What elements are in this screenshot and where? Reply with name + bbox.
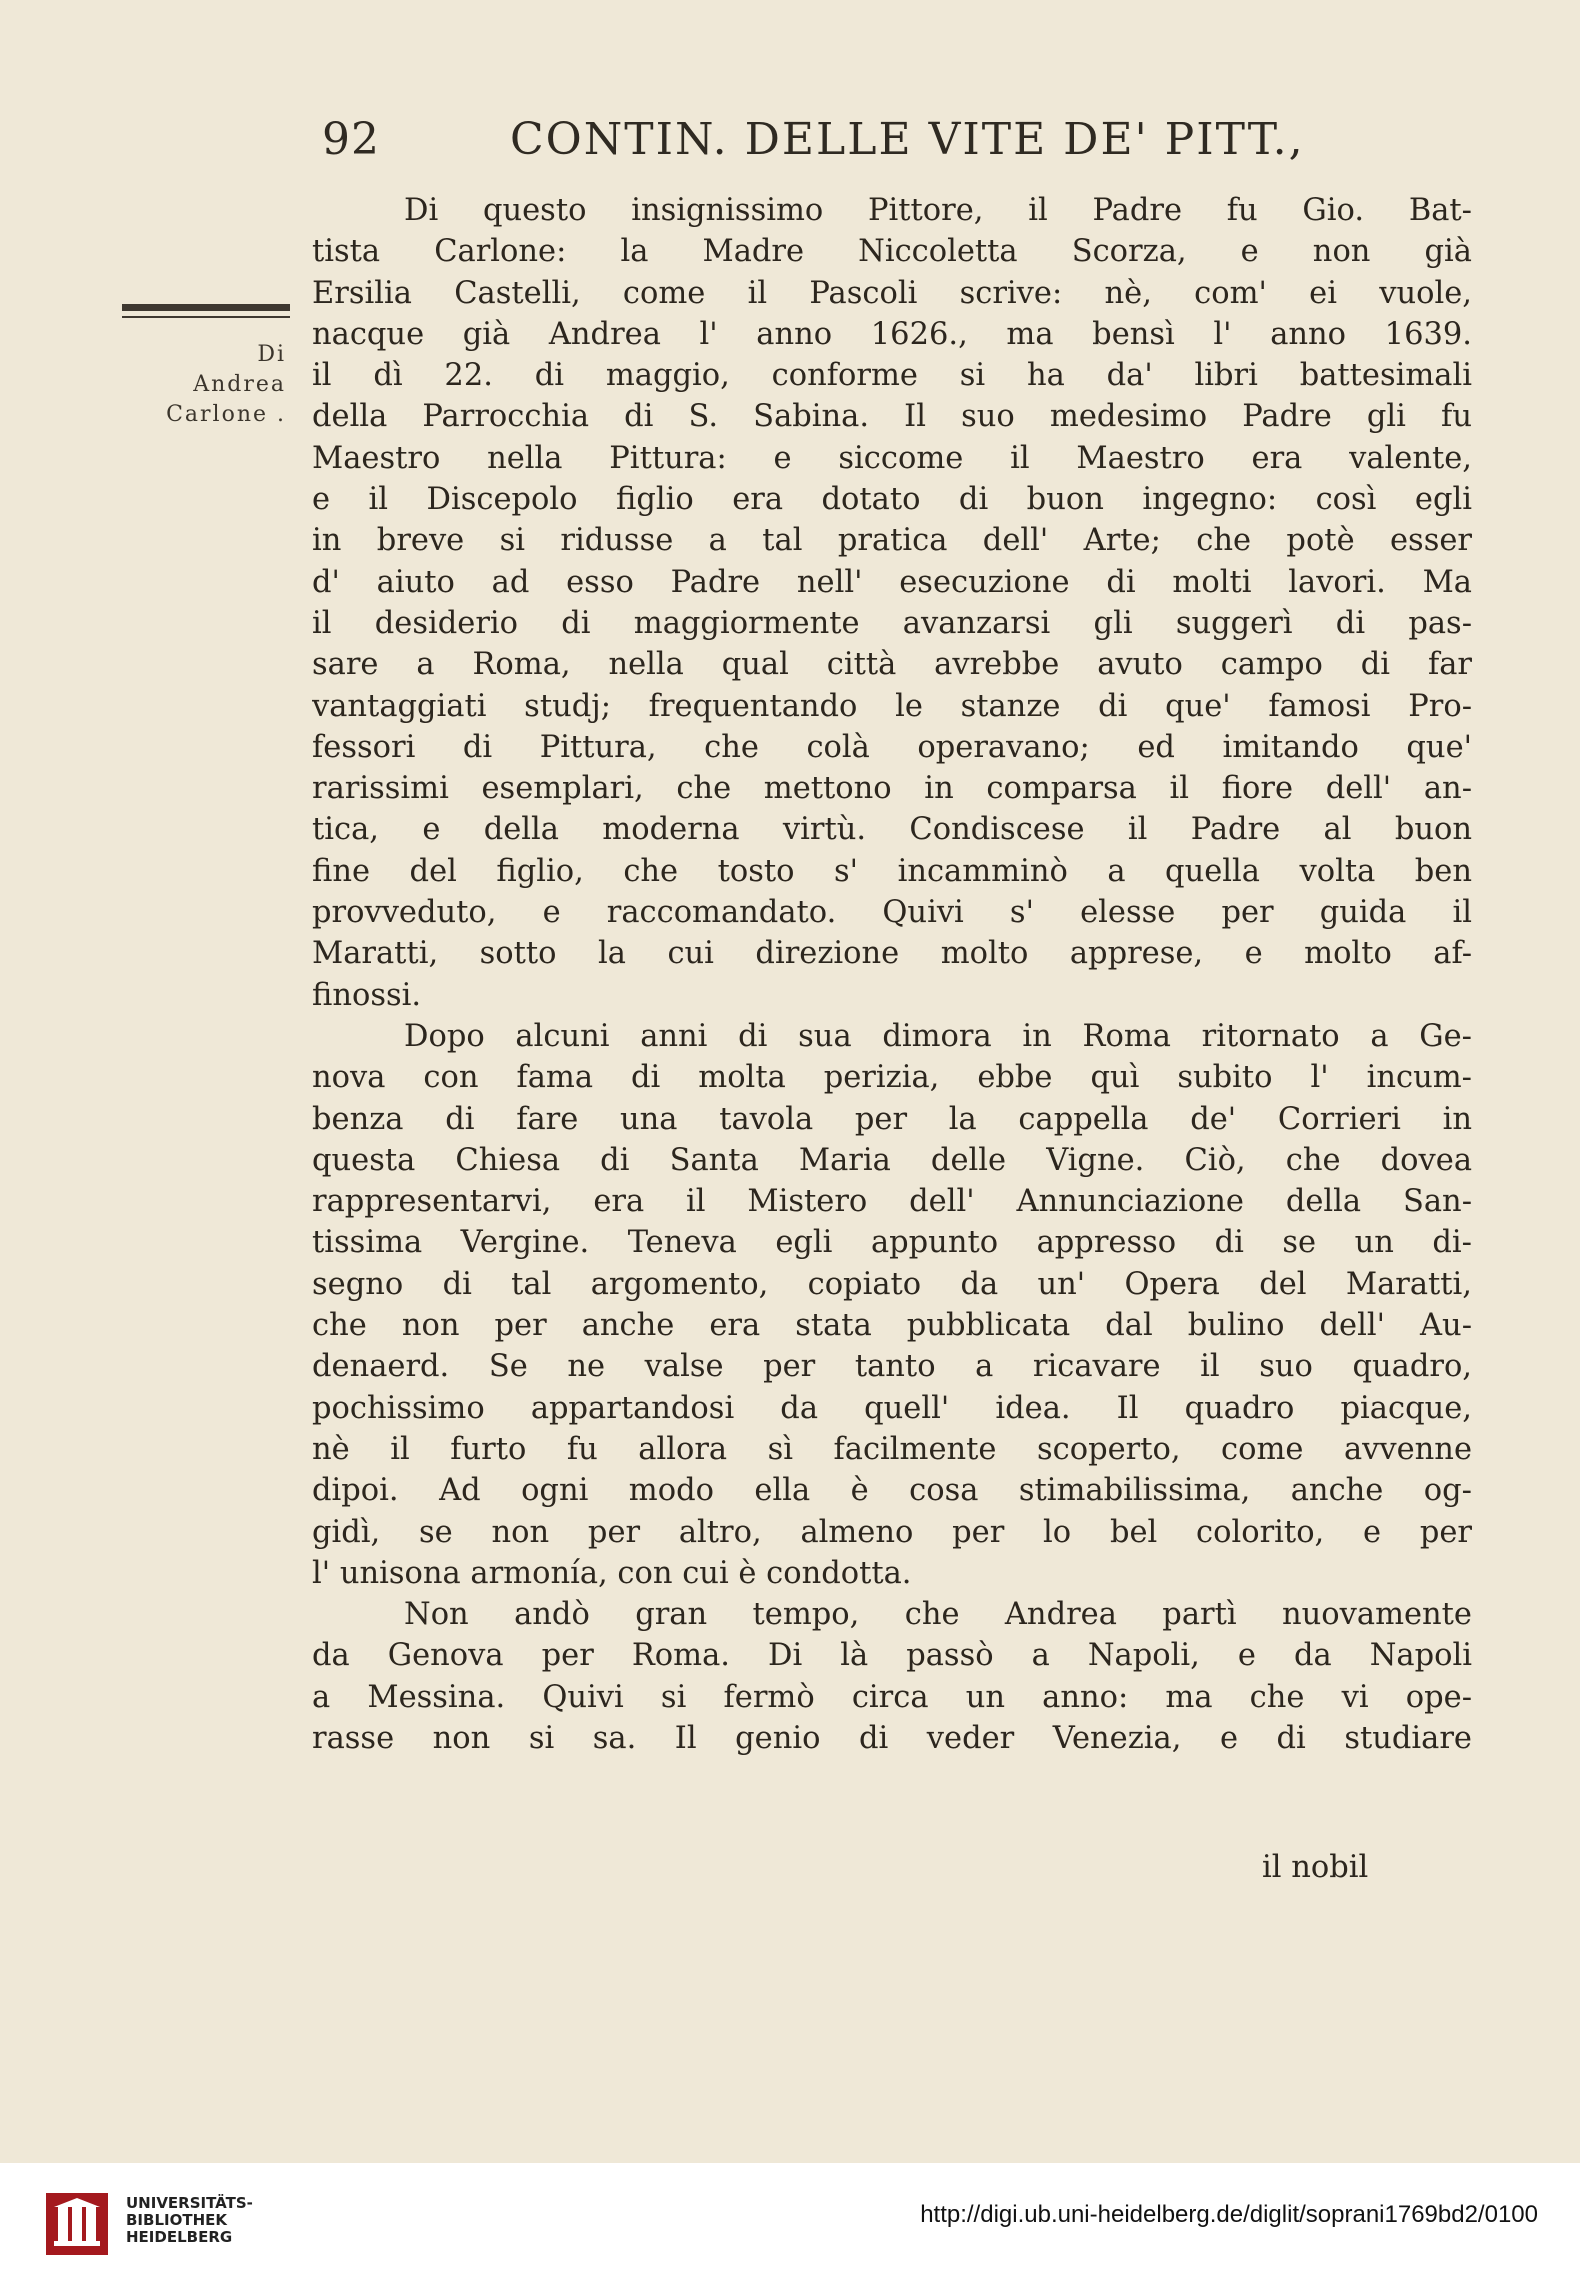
catchword: il nobil — [1262, 1850, 1369, 1885]
university-library-logo-icon — [46, 2193, 108, 2255]
running-head: CONTIN. DELLE VITE DE' PITT., — [510, 114, 1305, 165]
text-line: fessori di Pittura, che colà operavano; ed imitando que' — [312, 729, 1472, 765]
text-line: tica, e della moderna virtù. Condiscese il Padre al buon — [312, 812, 1472, 848]
library-name-line: UNIVERSITÄTS- — [126, 2194, 253, 2212]
text-line: sare a Roma, nella qual città avrebbe avuto campo di far — [312, 647, 1472, 683]
library-name — [126, 2195, 253, 2246]
body-text — [312, 190, 1472, 1759]
text-line: il desiderio di maggiormente avanzarsi gli suggerì di pas- — [312, 605, 1472, 641]
text-line: provveduto, e raccomandato. Quivi s' elesse per guida il — [312, 895, 1472, 931]
text-line: da Genova per Roma. Di là passò a Napoli, e da Napoli — [312, 1638, 1472, 1674]
text-line: segno di tal argomento, copiato da un' Opera del Maratti, — [312, 1266, 1472, 1302]
text-line: Di questo insignissimo Pittore, il Padre fu Gio. Bat- — [404, 193, 1472, 228]
text-line: nè il furto fu allora sì facilmente scoperto, come avvenne — [312, 1431, 1472, 1467]
page-number: 92 — [322, 114, 380, 165]
text-line: finossi. — [312, 977, 422, 1013]
text-line: il dì 22. di maggio, conforme si ha da' libri battesimali — [312, 358, 1472, 394]
text-line: benza di fare una tavola per la cappella de' Corrieri in — [312, 1101, 1472, 1137]
text-line: tissima Vergine. Teneva egli appunto appresso di se un di- — [312, 1225, 1472, 1261]
text-line: Dopo alcuni anni di sua dimora in Roma ritornato a Ge- — [404, 1018, 1472, 1054]
marginal-note-line: Andrea — [193, 372, 286, 397]
text-line: a Messina. Quivi si fermò circa un anno: ma che vi ope- — [312, 1679, 1472, 1715]
text-line: pochissimo appartandosi da quell' idea. Il quadro piacque, — [312, 1390, 1472, 1426]
text-line: denaerd. Se ne valse per tanto a ricavare il suo quadro, — [312, 1349, 1472, 1385]
text-line: rappresentarvi, era il Mistero dell' Annunciazione della San- — [312, 1184, 1472, 1220]
text-line: della Parrocchia di S. Sabina. Il suo medesimo Padre gli fu — [312, 399, 1472, 435]
text-line: nacque già Andrea l' anno 1626., ma bensì l' anno 1639. — [312, 316, 1472, 352]
library-name-line: BIBLIOTHEK — [126, 2211, 227, 2229]
marginal-note-line: Carlone . — [166, 402, 286, 427]
text-line: gidì, se non per altro, almeno per lo bel colorito, e per — [312, 1514, 1472, 1550]
text-line: che non per anche era stata pubblicata dal bulino dell' Au- — [312, 1308, 1472, 1344]
text-line: Non andò gran tempo, che Andrea partì nuovamente — [404, 1597, 1472, 1633]
text-line: fine del figlio, che tosto s' incamminò a quella volta ben — [312, 853, 1472, 889]
text-line: Ersilia Castelli, come il Pascoli scrive: nè, com' ei vuole, — [312, 275, 1472, 311]
text-line: in breve si ridusse a tal pratica dell' Arte; che potè esser — [312, 523, 1472, 559]
text-line: rasse non si sa. Il genio di veder Venezia, e di studiare — [312, 1720, 1472, 1756]
text-line: Maratti, sotto la cui direzione molto apprese, e molto af- — [312, 936, 1472, 972]
text-line: d' aiuto ad esso Padre nell' esecuzione di molti lavori. Ma — [312, 564, 1472, 600]
text-line: rarissimi esemplari, che mettono in comparsa il fiore dell' an- — [312, 771, 1472, 807]
library-name-line: HEIDELBERG — [126, 2228, 233, 2246]
source-url-link[interactable]: http://digi.ub.uni-heidelberg.de/diglit/soprani1769bd2/0100 — [920, 2201, 1538, 2228]
marginal-rule-thin — [122, 316, 290, 318]
text-line: questa Chiesa di Santa Maria delle Vigne. Ciò, che dovea — [312, 1142, 1472, 1178]
text-line: l' unisona armonía, con cui è condotta. — [312, 1555, 912, 1591]
text-line: tista Carlone: la Madre Niccoletta Scorza, e non già — [312, 234, 1472, 270]
text-line: nova con fama di molta perizia, ebbe quì subito l' incum- — [312, 1060, 1472, 1096]
marginal-note — [134, 340, 286, 430]
text-line: Maestro nella Pittura: e siccome il Maestro era valente, — [312, 440, 1472, 476]
marginal-note-line: Di — [257, 342, 286, 367]
text-line: dipoi. Ad ogni modo ella è cosa stimabilissima, anche og- — [312, 1473, 1472, 1509]
text-line: vantaggiati studj; frequentando le stanze di que' famosi Pro- — [312, 688, 1472, 724]
marginal-rule — [122, 304, 290, 311]
footer-bar — [0, 2163, 1580, 2277]
text-line: e il Discepolo figlio era dotato di buon ingegno: così egli — [312, 482, 1472, 518]
